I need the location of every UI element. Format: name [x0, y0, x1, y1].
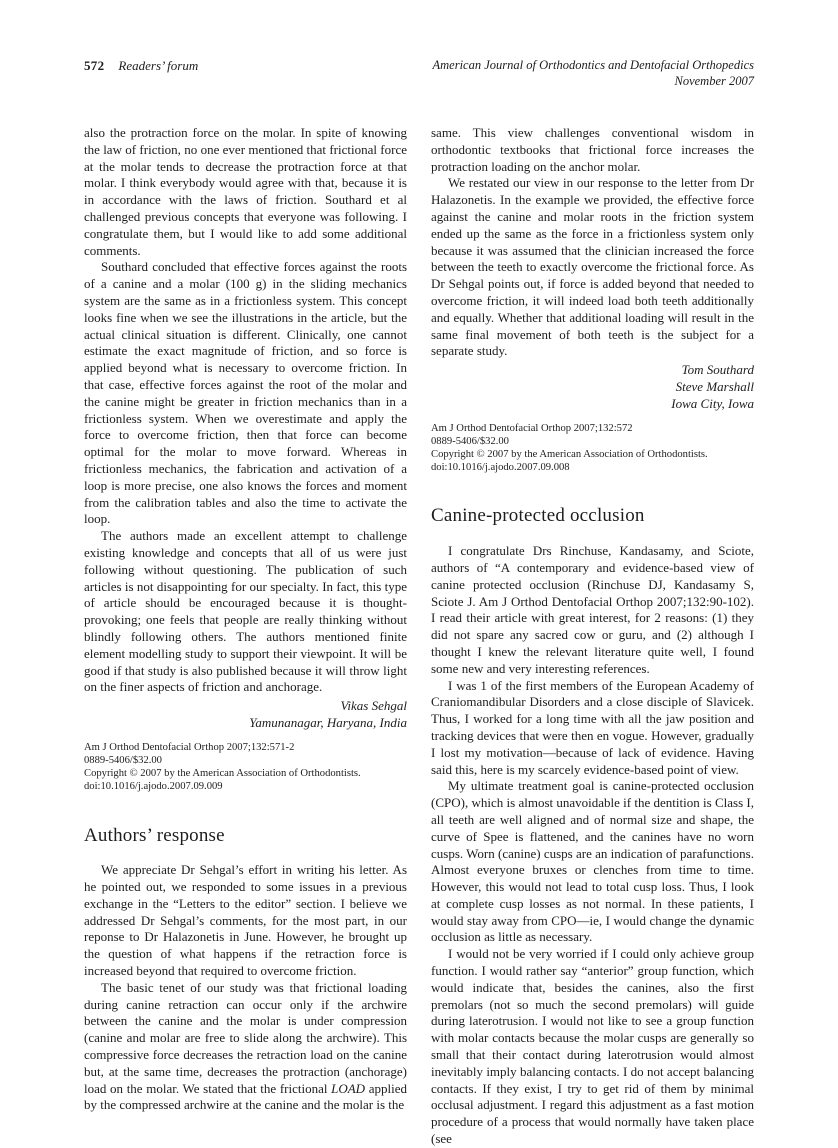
section-heading-canine-protected-occlusion: Canine-protected occlusion: [431, 505, 645, 527]
two-column-body: [84, 125, 754, 1148]
emphasized-word: LOAD: [331, 1080, 366, 1096]
signature-name: Tom Southard: [681, 362, 754, 378]
citation-line: Copyright © 2007 by the American Association of Orthodontists.: [84, 768, 361, 780]
paragraph: The authors made an excellent attempt to challenge existing knowledge and concepts that all of us were just following without questioning. The publication of such articles is not disappointing for our specialty. In fact, this type of article should be encouraged because it is thought-provoking; one feels that people are really thinking without blindly following others. The authors mentioned finite element modelling study to support their viewpoint. It will be good if that study is also published because it will throw light on the finer aspects of friction and anchorage.: [84, 528, 407, 695]
citation-line: doi:10.1016/j.ajodo.2007.09.008: [431, 462, 570, 474]
running-section-title: Readers’ forum: [118, 58, 199, 73]
page-number: 572: [84, 58, 105, 73]
paragraph: My ultimate treatment goal is canine-protected occlusion (CPO), which is almost unavoidable if the dentition is Class I, all teeth are well aligned and of normal size and shape, the curve of Spee is flattened, and the canines have no worn cusps. Worn (canine) cusps are an indication of parafunctions. Almost everyone bruxes or clenches from time to time. However, this would not lead to total cusp loss. Thus, I look at complete cusp losses as not normal. In these patients, I would stay away from CPO—ie, I would change the dynamic occlusion as little as necessary.: [431, 778, 754, 945]
citation-line: 0889-5406/$32.00: [84, 754, 162, 766]
issue-date: November 2007: [674, 73, 754, 88]
paragraph: I was 1 of the first members of the European Academy of Craniomandibular Disorders and a close disciple of Slavicek. Thus, I worked for a long time with all the jaw position and tracking devices that were then en vogue. However, gradually I lost my motivation—because of lack of evidence. Having said this, here is my scarcely evidence-based point of view.: [431, 677, 754, 777]
signature-location: Yamunanagar, Haryana, India: [249, 714, 407, 730]
citation-line: Am J Orthod Dentofacial Orthop 2007;132:572: [431, 422, 633, 434]
paragraph: Southard concluded that effective forces against the roots of a canine and a molar (100 g) in the sliding mechanics system are the same as in a frictionless system. This concept looks fine when we see the illustrations in the article, but the actual clinical situation is different. Clinically, one cannot estimate the exact magnitude of friction, and so force is applied beyond what is necessary to overcome friction. In that case, effective forces against the root of the molar and the canine might be greater in friction mechanics than in a frictionless system. When we overestimate and apply the force to overcome friction, then that force can become optimal for the molar to move forward. Whereas in frictionless mechanics, the fabrication and activation of a loop is more precise, one also knows the forces and moment from the calibration tables and also the time to activate the loop.: [84, 259, 407, 527]
paragraph: We appreciate Dr Sehgal’s effort in writing his letter. As he pointed out, we responded to some issues in a previous exchange in the “Letters to the editor” section. I believe we addressed Dr Sehgal’s comments, for the most part, in our reponse to Dr Halazonetis in June. However, he brought up the question of what happens if the retraction force is increased beyond that required to overcome friction.: [84, 862, 407, 979]
paragraph: I congratulate Drs Rinchuse, Kandasamy, and Sciote, authors of “A contemporary and evidence-based view of canine protected occlusion (Rinchuse DJ, Kandasamy S, Sciote J. Am J Orthod Dentofacial Orthop 2007;132:90-102). I read their article with great interest, for 2 reasons: (1) they did not spare any sacred cow or guru, and (2) although I thought I knew the relevant literature quite well, I found some new and very interesting references.: [431, 543, 754, 676]
signature-name: Vikas Sehgal: [340, 698, 407, 714]
left-column: [84, 125, 407, 1148]
paragraph: [84, 980, 407, 1114]
paragraph: We restated our view in our response to the letter from Dr Halazonetis. In the example we provided, the effective force against the canine and molar roots in the friction system ended up the same as the force in a frictionless system only because it was assumed that the clinician increased the force between the teeth to exactly overcome the frictional force. As Dr Sehgal points out, if force is added beyond that needed to overcome friction, it will indeed load both teeth additionally and equally. Whether that additional loading will result in the same final movement of both teeth is the subject for a separate study.: [431, 175, 754, 359]
signature-location: Iowa City, Iowa: [671, 395, 754, 411]
citation-line: Copyright © 2007 by the American Association of Orthodontists.: [431, 448, 708, 460]
journal-name: American Journal of Orthodontics and Dentofacial Orthopedics: [432, 58, 754, 72]
signature-block: [84, 698, 407, 732]
citation-line: Am J Orthod Dentofacial Orthop 2007;132:571-2: [84, 741, 295, 753]
paragraph-text: The basic tenet of our study was that frictional loading during canine retraction can occur only if the archwire between the canine and the molar is under compression (canine and molar are free to slide along the archwire). This compressive force decreases the retraction load on the canine but, at the same time, decreases the protraction (anchorage) load on the molar. We stated that the frictional: [84, 979, 407, 1096]
header-right: [433, 58, 755, 89]
citation-block: [84, 741, 407, 794]
paragraph: same. This view challenges conventional wisdom in orthodontic textbooks that frictional force increases the protraction loading on the anchor molar.: [431, 125, 754, 174]
section-heading-authors-response: Authors’ response: [84, 824, 225, 846]
citation-block: [431, 422, 754, 475]
citation-line: 0889-5406/$32.00: [431, 435, 509, 447]
header-left: [84, 58, 198, 74]
right-column: [431, 125, 754, 1148]
signature-name: Steve Marshall: [675, 378, 754, 394]
citation-line: doi:10.1016/j.ajodo.2007.09.009: [84, 781, 223, 793]
paragraph-text: applied by the compressed archwire at the canine and the molar is the: [84, 1080, 407, 1113]
page-header: [84, 58, 754, 89]
paragraph: also the protraction force on the molar. In spite of knowing the law of friction, no one ever mentioned that frictional force at the molar tends to decrease the protraction force at that molar. I think everybody would agree with that, because it is in accordance with the laws of friction. Southard et al challenged previous concepts that everyone was following. I congratulate them, but I would like to add some additional comments.: [84, 125, 407, 258]
paragraph: I would not be very worried if I could only achieve group function. I would rather say “anterior” group function, which would indicate that, besides the canines, also the first premolars (not so much the second premolars) will guide during laterotrusion. I would not like to see a group function with molar contacts because the molar cusps are generally so small that their contact during laterotrusion would almost inevitably imply balancing contacts. I do not accept balancing contacts. If they exist, I try to get rid of them by minimal occlusal adjustment. I regard this adjustment as a fast motion procedure of a process that would normally have taken place (see: [431, 946, 754, 1147]
signature-block: [431, 362, 754, 412]
